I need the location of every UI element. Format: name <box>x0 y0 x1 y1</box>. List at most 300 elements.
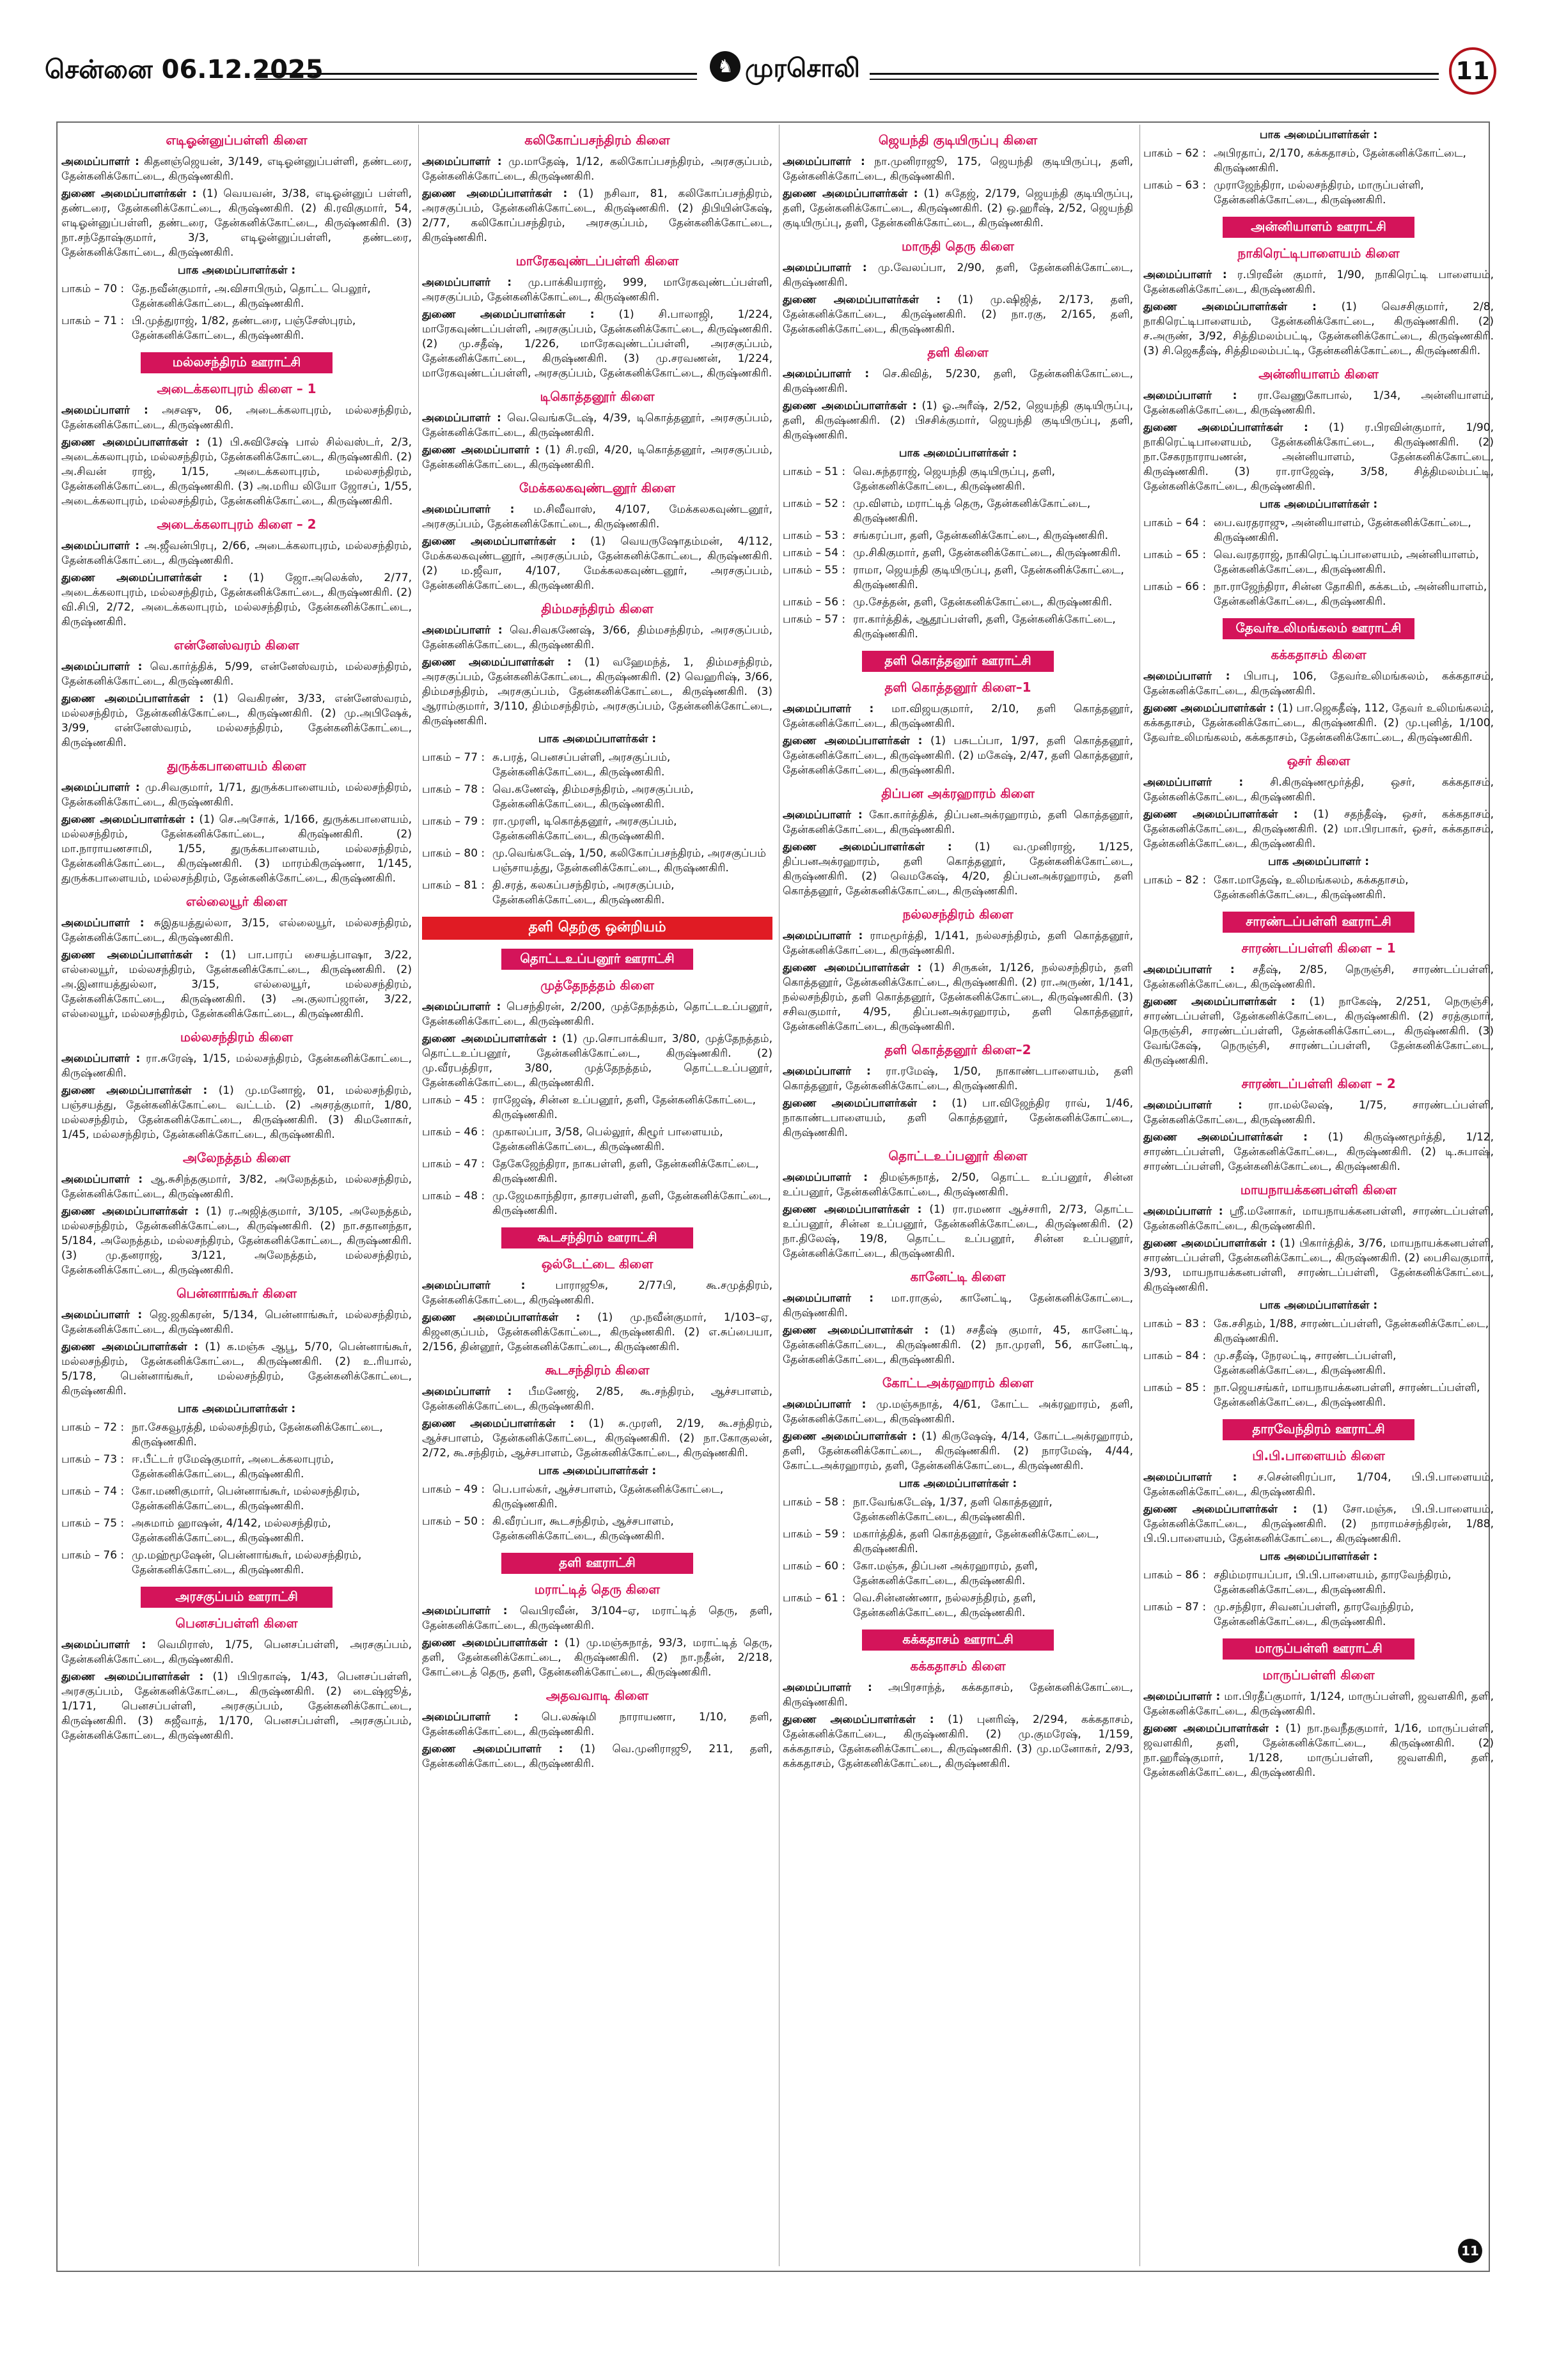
role-label: அமைப்பாளர் : <box>1143 670 1230 683</box>
role-label: அமைப்பாளர் : <box>422 1000 501 1013</box>
booth-entry <box>1143 1317 1494 1346</box>
role-label: துணை அமைப்பாளர்கள் : <box>1143 1722 1280 1735</box>
booth-text: அசுமாம் ஹாஷன், 4/142, மல்லசந்திரம், தேன்கனிக்கோட்டை, கிருஷ்ணகிரி. <box>132 1517 331 1544</box>
role-label: அமைப்பாளர் : <box>783 1171 868 1184</box>
role-label: துணை அமைப்பாளர்கள் : <box>61 1341 199 1353</box>
booth-entry <box>61 314 412 343</box>
role-label: அமைப்பாளர் : <box>783 155 865 168</box>
booth-number: பாகம் – 56 : <box>783 596 846 609</box>
role-label: துணை அமைப்பாளர்கள் : <box>422 308 595 321</box>
office-bearer-entry <box>1143 1204 1494 1234</box>
role-label: அமைப்பாளர் : <box>783 1681 872 1694</box>
role-label: துணை அமைப்பாளர்கள் : <box>1143 702 1274 715</box>
office-bearer-entry <box>422 187 772 245</box>
booth-entry <box>1143 873 1494 903</box>
booth-text: மு.சந்திரா, சிவனப்பள்ளி, தாரவேந்திரம், தேன்கனிக்கோட்டை, கிருஷ்ணகிரி. <box>1214 1601 1414 1628</box>
role-label: துணை அமைப்பாளர்கள் : <box>783 1713 934 1726</box>
booth-number: பாகம் – 48 : <box>422 1190 485 1202</box>
panchayat-banner: தாரவேந்திரம் ஊராட்சி <box>1223 1419 1414 1440</box>
booth-number: பாகம் – 75 : <box>61 1517 125 1530</box>
booth-number: பாகம் – 59 : <box>783 1528 846 1541</box>
branch-heading: மாருப்பள்ளி கிளை <box>1262 1667 1375 1683</box>
role-label: துணை அமைப்பாளர்கள் : <box>422 1637 559 1649</box>
panchayat-banner: தொட்டஉப்பனூர் ஊராட்சி <box>501 949 693 970</box>
subsection-label: பாக அமைப்பாளர்கள் : <box>538 733 657 745</box>
role-label: துணை அமைப்பாளர்கள் : <box>783 841 952 853</box>
role-label: அமைப்பாளர் : <box>1143 776 1244 789</box>
booth-text: தே.நவீன்குமார், அ.விசாபிரும், தொட்ட பெலூர், தேன்கனிக்கோட்டை, கிருஷ்ணகிரி. <box>132 283 371 310</box>
booth-entry <box>422 1189 772 1218</box>
subsection-label: பாக அமைப்பாளர்கள் : <box>898 1477 1017 1490</box>
role-label: அமைப்பாளர் : <box>422 1385 512 1398</box>
office-bearer-entry <box>422 534 772 593</box>
office-bearer-entry <box>1143 1502 1494 1546</box>
booth-text: கே.சசிதம், 1/88, சாரண்டப்பள்ளி, தேன்கனிக்கோட்டை, கிருஷ்ணகிரி. <box>1214 1318 1489 1345</box>
booth-number: பாகம் – 63 : <box>1143 179 1207 192</box>
edition-date: சென்னை 06.12.2025 <box>45 55 324 84</box>
booth-entry <box>61 282 412 311</box>
booth-text: முகாலப்பா, 3/58, பெல்லூர், கிழூர் பாளையம், தேன்கனிக்கோட்டை, கிருஷ்ணகிரி. <box>492 1126 723 1153</box>
booth-number: பாகம் – 62 : <box>1143 147 1207 160</box>
role-label: துணை அமைப்பாளர்கள் : <box>783 187 918 200</box>
entry-text: ரா.வேணுகோபால், 1/34, அன்னியாளம், தேன்கனிக்கோட்டை, கிருஷ்ணகிரி. <box>1143 389 1494 417</box>
booth-text: மு.விளம், மராட்டித் தெரு, தேன்கனிக்கோட்டை, கிருஷ்ணகிரி. <box>853 497 1091 525</box>
role-label: அமைப்பாளர் : <box>61 1638 146 1651</box>
branch-heading: மாரேகவுண்டப்பள்ளி கிளை <box>515 253 679 268</box>
entry-text: பெ.லக்ஷ்மி நாராயணா, 1/10, தளி, தேன்கனிக்கோட்டை, கிருஷ்ணகிரி. <box>422 1711 772 1738</box>
role-label: அமைப்பாளர் : <box>1143 389 1237 402</box>
office-bearer-entry <box>1143 389 1494 418</box>
entry-text: (1) பி.சுவிசேஷ் பால் சில்வஸ்டர், 2/3, அடைக்கலாபுரம், மல்லசந்திரம், தேன்கனிக்கோட்டை, கிருஷ்ணகிரி. (2) அ.சிவன் ராஜ், 1/15, அடைக்கலாபுரம், மல்லசந்திரம், தேன்கனிக்கோட்டை, கிருஷ்ணகிரி. (3) அ.மரிய லியோ ஜோசப், 1/55, அடைக்கலாபுரம், மல்லசந்திரம், தேன்கனிக்கோட்டை, கிருஷ்ணகிரி. <box>61 436 412 508</box>
booth-text: மு.சதீஷ், நேரலட்டி, சாரண்டப்பள்ளி, தேன்கனிக்கோட்டை, கிருஷ்ணகிரி. <box>1214 1349 1397 1377</box>
entry-text: வெ.கார்த்திக், 5/99, என்னேஸ்வரம், மல்லசந்திரம், தேன்கனிக்கோட்டை, கிருஷ்ணகிரி. <box>61 660 412 688</box>
booth-entry <box>783 563 1133 593</box>
entry-text: சுஇதயத்துல்லா, 3/15, எல்லையூர், மல்லசந்திரம், தேன்கனிக்கோட்டை, கிருஷ்ணகிரி. <box>61 917 412 944</box>
role-label: துணை அமைப்பாளர்கள் : <box>1143 995 1296 1008</box>
branch-heading: அன்னியாளம் கிளை <box>1258 366 1379 382</box>
role-label: துணை அமைப்பாளர்கள் : <box>61 1084 208 1097</box>
booth-entry <box>783 1591 1133 1621</box>
booth-number: பாகம் – 61 : <box>783 1592 846 1605</box>
page-number-badge: 11 <box>1449 47 1496 95</box>
office-bearer-entry <box>422 1636 772 1680</box>
office-bearer-entry <box>422 1604 772 1633</box>
booth-number: பாகம் – 64 : <box>1143 517 1207 529</box>
booth-number: பாகம் – 83 : <box>1143 1318 1207 1330</box>
office-bearer-entry <box>783 399 1133 443</box>
entry-text: வெமிராஸ், 1/75, பெனசப்பள்ளி, அரசகுப்பம், தேன்கனிக்கோட்டை, கிருஷ்ணகிரி. <box>61 1638 412 1666</box>
booth-number: பாகம் – 76 : <box>61 1549 125 1562</box>
role-label: அமைப்பாளர் : <box>1143 1099 1242 1112</box>
booth-entry <box>783 497 1133 526</box>
booth-entry <box>783 465 1133 494</box>
office-bearer-entry <box>422 276 772 305</box>
office-bearer-entry <box>783 1323 1133 1367</box>
entry-text: (1) செ.அசோக், 1/166, துருக்கபாளையம், மல்லசந்திரம், தேன்கனிக்கோட்டை, கிருஷ்ணகிரி. (2) மா.நாராயணசாமி, 1/55, துருக்கபாளையம், மல்லசந்திரம், தேன்கனிக்கோட்டை, கிருஷ்ணகிரி. (3) மாரம்கிருஷ்ணா, 1/145, துருக்கபாளையம், மல்லசந்திரம், தேன்கனிக்கோட்டை, கிருஷ்ணகிரி. <box>61 813 412 885</box>
branch-heading: தளி கொத்தனூர் கிளை–1 <box>884 680 1031 695</box>
role-label: துணை அமைப்பாளர்கள் : <box>61 813 195 826</box>
office-bearer-entry <box>422 1311 772 1355</box>
role-label: துணை அமைப்பாளர்கள் : <box>61 949 209 961</box>
role-label: துணை அமைப்பாளர்கள் : <box>783 1324 929 1337</box>
entry-text: சி.கிருஷ்ணமூர்த்தி, ஒசர், கக்கதாசம், தேன்கனிக்கோட்டை, கிருஷ்ணகிரி. <box>1143 776 1494 804</box>
entry-text: (1) மு.நவீன்குமார், 1/103–ஏ, கிஜனகுப்பம், தேன்கனிக்கோட்டை, கிருஷ்ணகிரி. (2) எ.சுப்பையா, 2/156, தின்னூர், தேன்கனிக்கோட்டை, கிருஷ்ணகிரி. <box>422 1311 772 1353</box>
role-label: அமைப்பாளர் : <box>61 540 140 552</box>
booth-number: பாகம் – 53 : <box>783 529 846 542</box>
entry-text: ரா.சுரேஷ், 1/15, மல்லசந்திரம், தேன்கனிக்கோட்டை, கிருஷ்ணகிரி. <box>61 1052 412 1080</box>
entry-text: மு.பாக்கியராஜ், 999, மாரேகவுண்டப்பள்ளி, அரசகுப்பம், தேன்கனிக்கோட்டை, கிருஷ்ணகிரி. <box>422 276 772 304</box>
office-bearer-entry <box>1143 300 1494 359</box>
booth-entry <box>1143 146 1494 176</box>
panchayat-banner: சாரண்டப்பள்ளி ஊராட்சி <box>1223 912 1414 933</box>
office-bearer-entry <box>1143 1722 1494 1780</box>
booth-text: நா.ஜெயசங்கர், மாயநாயக்கனபள்ளி, சாரண்டப்பள்ளி, தேன்கனிக்கோட்டை, கிருஷ்ணகிரி. <box>1214 1381 1480 1409</box>
role-label: துணை அமைப்பாளர்கள் : <box>1143 300 1317 313</box>
booth-number: பாகம் – 70 : <box>61 283 125 295</box>
branch-heading: அடைக்கலாபுரம் கிளை – 2 <box>157 517 317 532</box>
branch-heading: கக்கதாசம் கிளை <box>1271 647 1367 662</box>
booth-entry <box>1143 516 1494 545</box>
booth-text: ராமா, ஜெயந்தி குடியிருப்பு, தளி, தேன்கனிக்கோட்டை, கிருஷ்ணகிரி. <box>853 564 1124 591</box>
entry-text: (1) சு.முரளி, 2/19, கூ.சந்திரம், ஆச்சபாளம், தேன்கனிக்கோட்டை, கிருஷ்ணகிரி. (2) நா.கோகுலன், 2/72, கூ.சந்திரம், ஆச்சபாளம், தேன்கனிக்கோட்டை, கிருஷ்ணகிரி. <box>422 1417 772 1459</box>
booth-number: பாகம் – 77 : <box>422 751 485 764</box>
role-label: அமைப்பாளர் : <box>61 660 143 673</box>
entry-text: மா.பிரதீப்குமார், 1/124, மாருப்பள்ளி, ஜவளகிரி, தளி, தேன்கனிக்கோட்டை, கிருஷ்ணகிரி. <box>1143 1690 1494 1718</box>
booth-number: பாகம் – 79 : <box>422 815 485 828</box>
role-label: துணை அமைப்பாளர்கள் : <box>783 400 917 412</box>
booth-number: பாகம் – 65 : <box>1143 548 1207 561</box>
office-bearer-entry <box>783 734 1133 778</box>
branch-heading: அதவவாடி கிளை <box>545 1688 649 1703</box>
masthead-rule-right <box>870 73 1439 80</box>
booth-number: பாகம் – 47 : <box>422 1158 485 1171</box>
booth-number: பாகம் – 66 : <box>1143 580 1207 593</box>
branch-heading: கோட்டஅக்ரஹாரம் கிளை <box>882 1375 1034 1390</box>
role-label: அமைப்பாளர் : <box>1143 1690 1221 1703</box>
entry-text: அ.ஜீவன்பிரபு, 2/66, அடைக்கலாபுரம், மல்லசந்திரம், தேன்கனிக்கோட்டை, கிருஷ்ணகிரி. <box>61 540 412 567</box>
booth-number: பாகம் – 72 : <box>61 1421 125 1434</box>
branch-heading: கானேட்டி கிளை <box>910 1269 1006 1284</box>
booth-text: கி.வீரப்பா, கூடசந்திரம், ஆச்சபாளம், தேன்கனிக்கோட்டை, கிருஷ்ணகிரி. <box>492 1515 674 1543</box>
masthead-rule-left <box>256 73 697 80</box>
role-label: துணை அமைப்பாளர்கள் : <box>422 656 572 669</box>
role-label: துணை அமைப்பாளர்கள் : <box>1143 1131 1308 1144</box>
entry-text: (1) வ.முனிராஜ், 1/125, திப்பனஅக்ரஹாரம், தளி கொத்தனூர், தேன்கனிக்கோட்டை, கிருஷ்ணகிரி. (2) வெமகேஷ், 4/20, திப்பனஅக்ரஹாரம், தளி கொத்தனூர், தேன்கனிக்கோட்டை, கிருஷ்ணகிரி. <box>783 841 1133 898</box>
branch-heading: எல்லையூர் கிளை <box>185 894 288 909</box>
role-label: அமைப்பாளர் : <box>783 703 874 715</box>
entry-text: ராமமூர்த்தி, 1/141, நல்லசந்திரம், தளி கொத்தனூர், தேன்கனிக்கோட்டை, கிருஷ்ணகிரி. <box>783 929 1133 957</box>
panchayat-banner: தளி தெற்கு ஒன்றியம் <box>422 917 772 940</box>
entry-text: கிதனஞ்ஜெயன், 3/149, எடிஓன்னுப்பள்ளி, தண்டரை, தேன்கனிக்கோட்டை, கிருஷ்ணகிரி. <box>61 155 412 183</box>
branch-heading: என்னேஸ்வரம் கிளை <box>174 637 299 653</box>
role-label: அமைப்பாளர் : <box>783 1398 866 1411</box>
office-bearer-entry <box>422 1032 772 1091</box>
entry-text: (1) க.மஞ்சு ஆபூ, 5/70, பென்னாங்கூர், மல்லசந்திரம், தேன்கனிக்கோட்டை, கிருஷ்ணகிரி. (2) உ.ரியால், 5/178, பென்னாங்கூர், மல்லசந்திரம், தேன்கனிக்கோட்டை, கிருஷ்ணகிரி. <box>61 1341 412 1397</box>
role-label: துணை அமைப்பாளர் : <box>422 444 540 456</box>
panchayat-banner: கூடசந்திரம் ஊராட்சி <box>501 1227 693 1248</box>
booth-number: பாகம் – 50 : <box>422 1515 485 1528</box>
entry-text: மா.விஜயகுமார், 2/10, தளி கொத்தனூர், தேன்கனிக்கோட்டை, கிருஷ்ணகிரி. <box>783 703 1133 730</box>
entry-text: மு.வேலப்பா, 2/90, தளி, தேன்கனிக்கோட்டை, கிருஷ்ணகிரி. <box>783 261 1133 289</box>
role-label: அமைப்பாளர் : <box>1143 963 1235 976</box>
branch-heading: நாகிரெட்டிபாளையம் கிளை <box>1237 245 1400 261</box>
booth-text: மு.வெங்கடேஷ், 1/50, கலிகோப்பசந்திரம், அரசகுப்பம் பஞ்சாயத்து, தேன்கனிக்கோட்டை, கிருஷ்ணகிரி. <box>492 847 766 875</box>
entry-text: (1) மு.ஷிஜித், 2/173, தளி, தேன்கனிக்கோட்டை, கிருஷ்ணகிரி. (2) நா.ரகு, 2/165, தளி, தேன்கனிக்கோட்டை, கிருஷ்ணகிரி. <box>783 293 1133 336</box>
subsection-label: பாக அமைப்பாளர்கள் : <box>1259 1550 1378 1563</box>
role-label: அமைப்பாளர் : <box>422 155 502 168</box>
entry-text: (1) சுதேஜ், 2/179, ஜெயந்தி குடியிருப்பு, தளி, தேன்கனிக்கோட்டை, கிருஷ்ணகிரி. (2) ஒ.ஹரீஷ், 2/52, ஜெயந்தி குடியிருப்பு, தளி, தேன்கனிக்கோட்டை, கிருஷ்ணகிரி. <box>783 187 1133 229</box>
role-label: அமைப்பாளர் : <box>61 155 139 168</box>
role-label: துணை அமைப்பாளர்கள் : <box>783 1430 917 1443</box>
office-bearer-entry <box>1143 1130 1494 1174</box>
branch-heading: கூடசந்திரம் கிளை <box>545 1362 650 1378</box>
entry-text: (1) வெகிரண், 3/33, என்னேஸ்வரம், மல்லசந்திரம், தேன்கனிக்கோட்டை, கிருஷ்ணகிரி. (2) மு.அபிஷேக், 3/99, என்னேஸ்வரம், மல்லசந்திரம், தேன்கனிக்கோட்டை, கிருஷ்ணகிரி. <box>61 692 412 749</box>
entry-text: (1) கிருஷ்ணமூர்த்தி, 1/12, சாரண்டப்பள்ளி, தேன்கனிக்கோட்டை, கிருஷ்ணகிரி. (2) டி.சுபாஷ், சாரண்டப்பள்ளி, தேன்கனிக்கோட்டை, கிருஷ்ணகிரி. <box>1143 1131 1494 1173</box>
booth-text: வெ.சின்னண்ணா, நல்லசந்திரம், தளி, தேன்கனிக்கோட்டை, கிருஷ்ணகிரி. <box>853 1592 1037 1619</box>
office-bearer-entry <box>61 187 412 260</box>
role-label: அமைப்பாளர் : <box>422 276 512 289</box>
booth-number: பாகம் – 45 : <box>422 1094 485 1107</box>
office-bearer-entry <box>422 155 772 184</box>
booth-entry <box>783 529 1133 543</box>
role-label: அமைப்பாளர் : <box>422 1279 526 1292</box>
role-label: துணை அமைப்பாளர்கள் : <box>61 1670 204 1683</box>
office-bearer-entry <box>61 539 412 568</box>
booth-entry <box>422 751 772 780</box>
column-4 <box>1143 125 1494 2266</box>
branch-heading: தளி கிளை <box>927 345 989 360</box>
booth-entry <box>422 1514 772 1544</box>
entry-text: வெ.வெங்கடேஷ், 4/39, டிகொத்தனூர், அரசகுப்பம், தேன்கனிக்கோட்டை, கிருஷ்ணகிரி. <box>422 412 772 439</box>
role-label: துணை அமைப்பாளர்கள் : <box>783 293 941 306</box>
branch-heading: நல்லசந்திரம் கிளை <box>902 906 1014 922</box>
office-bearer-entry <box>1143 421 1494 494</box>
entry-text: ச.சென்னிரப்பா, 1/704, பி.பி.பாளையம், தேன்கனிக்கோட்டை, கிருஷ்ணகிரி. <box>1143 1471 1494 1498</box>
booth-text: ஈ.பீட்டர் ரமேஷ்குமார், அடைக்கலாபுரம், தேன்கனிக்கோட்டை, கிருஷ்ணகிரி. <box>132 1453 334 1481</box>
subsection-label: பாக அமைப்பாளர்கள் : <box>177 1403 296 1415</box>
panchayat-banner: அன்னியாளம் ஊராட்சி <box>1223 217 1414 238</box>
office-bearer-entry <box>422 502 772 532</box>
entry-text: பாராஜூசு, 2/77பி, கூ.சமுத்திரம், தேன்கனிக்கோட்டை, கிருஷ்ணகிரி. <box>422 1279 772 1307</box>
entry-text: மு.சிவகுமார், 1/71, துருக்கபாளையம், மல்லசந்திரம், தேன்கனிக்கோட்டை, கிருஷ்ணகிரி. <box>61 781 412 809</box>
entry-text: (1) வஹேமந்த், 1, திம்மசந்திரம், அரசகுப்பம், தேன்கனிக்கோட்டை, கிருஷ்ணகிரி. (2) வெஹரிஷ், 3/66, திம்மசந்திரம், அரசகுப்பம், தேன்கனிக்கோட்டை, கிருஷ்ணகிரி. (3) ஆராம்குமார், 3/110, திம்மசந்திரம், அரசகுப்பம், தேன்கனிக்கோட்டை, கிருஷ்ணகிரி. <box>422 656 772 727</box>
entry-text: (1) பா.பாரப் சையத்பாஷா, 3/22, எல்லையூர், மல்லசந்திரம், தேன்கனிக்கோட்டை, கிருஷ்ணகிரி. (2) அ.இனாயத்துல்லா, 3/15, எல்லையூர், மல்லசந்திரம், தேன்கனிக்கோட்டை, கிருஷ்ணகிரி. (3) அ.குலாப்ஜான், 3/22, எல்லையூர், மல்லசந்திரம், தேன்கனிக்கோட்டை, கிருஷ்ணகிரி. <box>61 949 412 1020</box>
role-label: துணை அமைப்பாளர்கள் : <box>422 1417 575 1430</box>
role-label: அமைப்பாளர் : <box>1143 1205 1223 1218</box>
entry-text: ஆ.சுசிந்தகுமார், 3/82, அலேநத்தம், மல்லசந்திரம், தேன்கனிக்கோட்டை, கிருஷ்ணகிரி. <box>61 1173 412 1201</box>
branch-heading: ஜெயந்தி குடியிருப்பு கிளை <box>878 132 1038 148</box>
booth-text: வெ.சுந்தராஜ், ஜெயந்தி குடியிருப்பு, தளி, தேன்கனிக்கோட்டை, கிருஷ்ணகிரி. <box>853 465 1055 493</box>
entry-text: (1) வெயவன், 3/38, எடிஓன்னுப் பள்ளி, தண்டரை, தேன்கனிக்கோட்டை, கிருஷ்ணகிரி. (2) கி.ரவிகுமார், 54, எடிஓன்னுப்பள்ளி, தண்டரை, தேன்கனிக்கோட்டை, கிருஷ்ணகிரி. (3) நா.சந்தோஷ்குமார், 3/3, எடிஓன்னுப்பள்ளி, தண்டரை, தேன்கனிக்கோட்டை, கிருஷ்ணகிரி. <box>61 187 412 259</box>
booth-text: மு.சிகிகுமார், தளி, தேன்கனிக்கோட்டை, கிருஷ்ணகிரி. <box>853 547 1121 559</box>
branch-heading: சாரண்டப்பள்ளி கிளை – 2 <box>1241 1076 1396 1091</box>
booth-entry <box>783 1495 1133 1525</box>
branch-heading: தொட்டஉப்பனூர் கிளை <box>888 1148 1028 1163</box>
role-label: அமைப்பாளர் : <box>783 1065 871 1078</box>
role-label: துணை அமைப்பாளர்கள் : <box>1143 1503 1297 1516</box>
entry-text: திமஞ்சுநாத், 2/50, தொட்ட உப்பனூர், சின்ன உப்பனூர், தேன்கனிக்கோட்டை, கிருஷ்ணகிரி. <box>783 1171 1133 1199</box>
entry-text: (1) ர.அஜித்குமார், 3/105, அலேநத்தம், மல்லசந்திரம், தேன்கனிக்கோட்டை, கிருஷ்ணகிரி. (2) நா.சதானந்தா, 5/184, அலேநத்தம், மல்லசந்திரம், தேன்கனிக்கோட்டை, கிருஷ்ணகிரி. (3) மு.தனராஜ், 3/121, அலேநத்தம், மல்லசந்திரம், தேன்கனிக்கோட்டை, கிருஷ்ணகிரி. <box>61 1205 412 1277</box>
booth-number: பாகம் – 71 : <box>61 315 125 327</box>
branch-heading: கக்கதாசம் கிளை <box>910 1658 1006 1674</box>
office-bearer-entry <box>422 655 772 729</box>
entry-text: பீமணேஜ், 2/85, கூ.சந்திரம், ஆச்சபாளம், தேன்கனிக்கோட்டை, கிருஷ்ணகிரி. <box>422 1385 772 1413</box>
role-label: துணை அமைப்பாளர்கள் : <box>61 436 200 449</box>
booth-text: வெ.கணேஷ், திம்மசந்திரம், அரசகுப்பம், தேன்கனிக்கோட்டை, கிருஷ்ணகிரி. <box>492 783 694 811</box>
role-label: துணை அமைப்பாளர்கள் : <box>422 1311 581 1324</box>
booth-text: பி.முத்துராஜ், 1/82, தண்டரை, பஞ்சேஸ்புரம், தேன்கனிக்கோட்டை, கிருஷ்ணகிரி. <box>132 315 356 342</box>
booth-text: சங்கரப்பா, தளி, தேன்கனிக்கோட்டை, கிருஷ்ணகிரி. <box>853 529 1109 542</box>
booth-entry <box>422 782 772 812</box>
office-bearer-entry <box>61 1084 412 1142</box>
office-bearer-entry <box>61 1308 412 1337</box>
branch-heading: பெனசப்பள்ளி கிளை <box>175 1615 298 1631</box>
booth-number: பாகம் – 51 : <box>783 465 846 478</box>
role-label: அமைப்பாளர் : <box>61 781 140 794</box>
entry-text: ஜெ.ஜகிகரன், 5/134, பென்னாங்கூர், மல்லசந்திரம், தேன்கனிக்கோட்டை, கிருஷ்ணகிரி. <box>61 1309 412 1336</box>
entry-text: ரா.ரமேஷ், 1/50, நாகாண்டபாளையம், தளி கொத்தனூர், தேன்கனிக்கோட்டை, கிருஷ்ணகிரி. <box>783 1065 1133 1093</box>
booth-entry <box>422 1482 772 1512</box>
office-bearer-entry <box>422 623 772 653</box>
office-bearer-entry <box>1143 963 1494 992</box>
booth-entry <box>783 612 1133 642</box>
panchayat-banner: அரசகுப்பம் ஊராட்சி <box>141 1587 333 1608</box>
booth-entry <box>61 1420 412 1450</box>
branch-heading: மல்லசந்திரம் கிளை <box>180 1029 294 1045</box>
entry-text: ர.பிரவீன் குமார், 1/90, நாகிரெட்டி பாளையம், தேன்கனிக்கோட்டை, கிருஷ்ணகிரி. <box>1143 268 1494 296</box>
entry-text: சதீஷ், 2/85, நெருஞ்சி, சாரண்டப்பள்ளி, தேன்கனிக்கோட்டை, கிருஷ்ணகிரி. <box>1143 963 1494 991</box>
office-bearer-entry <box>422 1417 772 1461</box>
booth-number: பாகம் – 49 : <box>422 1483 485 1496</box>
office-bearer-entry <box>422 443 772 472</box>
booth-text: ரா.கார்த்திக், ஆதூப்பள்ளி, தளி, தேன்கனிக்கோட்டை, கிருஷ்ணகிரி. <box>853 613 1116 641</box>
role-label: துணை அமைப்பாளர்கள் : <box>1143 421 1308 434</box>
entry-text: (1) சி.பாலாஜி, 1/224, மாரேகவுண்டப்பள்ளி, அரசகுப்பம், தேன்கனிக்கோட்டை, கிருஷ்ணகிரி. (2) மு.சதீஷ், 1/226, மாரேகவுண்டப்பள்ளி, அரசகுப்பம், தேன்கனிக்கோட்டை, கிருஷ்ணகிரி. (3) மு.சரவணன், 1/224, மாரேகவுண்டப்பள்ளி, அரசகுப்பம், தேன்கனிக்கோட்டை, கிருஷ்ணகிரி. <box>422 308 772 380</box>
role-label: துணை அமைப்பாளர்கள் : <box>1143 808 1298 821</box>
booth-entry <box>783 1527 1133 1557</box>
elephant-logo-icon: ♞ <box>710 51 740 82</box>
branch-heading: திம்மசந்திரம் கிளை <box>541 601 654 616</box>
subsection-label: பாக அமைப்பாளர்கள் : <box>1259 1299 1378 1312</box>
office-bearer-entry <box>61 571 412 630</box>
entry-text: அசஷு, 06, அடைக்கலாபுரம், மல்லசந்திரம், தேன்கனிக்கோட்டை, கிருஷ்ணகிரி. <box>61 404 412 432</box>
office-bearer-entry <box>1143 1236 1494 1295</box>
panchayat-banner: தளி கொத்தனூர் ஊராட்சி <box>862 651 1054 672</box>
role-label: துணை அமைப்பாளர்கள் : <box>783 1203 922 1216</box>
entry-text: செ.கிவித், 5/230, தளி, தேன்கனிக்கோட்டை, கிருஷ்ணகிரி. <box>783 368 1133 395</box>
office-bearer-entry <box>783 187 1133 231</box>
subsection-label: பாக அமைப்பாளர் : <box>1267 855 1370 868</box>
office-bearer-entry <box>783 1171 1133 1200</box>
office-bearer-entry <box>783 1096 1133 1140</box>
booth-text: கோ.மஞ்சு, திப்பன அக்ரஹாரம், தளி, தேன்கனிக்கோட்டை, கிருஷ்ணகிரி. <box>853 1560 1038 1587</box>
entry-text: பெசந்திரன், 2/200, முத்தேநத்தம், தொட்டஉப்பனூர், தேன்கனிக்கோட்டை, கிருஷ்ணகிரி. <box>422 1000 772 1028</box>
entry-text: (1) பசுடப்பா, 1/97, தளி கொத்தனூர், தேன்கனிக்கோட்டை, கிருஷ்ணகிரி. (2) மகேஷ், 2/47, தளி கொத்தனூர், தேன்கனிக்கோட்டை, கிருஷ்ணகிரி. <box>783 735 1133 777</box>
entry-text: (1) ஓ.அரீஷ், 2/52, ஜெயந்தி குடியிருப்பு, தளி, கிருஷ்ணகிரி. (2) பிசசிக்குமார், ஜெயந்தி குடியிருப்பு, தளி, கிருஷ்ணகிரி. <box>783 400 1133 442</box>
role-label: துணை அமைப்பாளர்கள் : <box>422 1032 557 1045</box>
booth-text: தி.சரத், கலகப்பசந்திரம், அரசகுப்பம், தேன்கனிக்கோட்டை, கிருஷ்ணகிரி. <box>492 879 675 906</box>
entry-text: (1) சதந்தீஷ், ஒசர், கக்கதாசம், தேன்கனிக்கோட்டை, கிருஷ்ணகிரி. (2) மா.பிரபாகர், ஒசர், கக்கதாசம், தேன்கனிக்கோட்டை, கிருஷ்ணகிரி. <box>1143 808 1494 850</box>
office-bearer-entry <box>61 781 412 810</box>
entry-text: மா.ராகுல், கானேட்டி, தேன்கனிக்கோட்டை, கிருஷ்ணகிரி. <box>783 1292 1133 1319</box>
panchayat-banner: மாருப்பள்ளி ஊராட்சி <box>1223 1638 1414 1660</box>
booth-number: பாகம் – 46 : <box>422 1126 485 1139</box>
office-bearer-entry <box>61 1638 412 1667</box>
booth-number: பாகம் – 86 : <box>1143 1569 1207 1582</box>
entry-text: (1) வெயருஷோதம்மன், 4/112, மேக்கலகவுண்டனூர், அரசகுப்பம், தேன்கனிக்கோட்டை, கிருஷ்ணகிரி. (2) ம.ஜீவா, 4/107, மேக்கலகவுண்டனூர், அரசகுப்பம், தேன்கனிக்கோட்டை, கிருஷ்ணகிரி. <box>422 535 772 592</box>
entry-text: மு.மஞ்சுநாத், 4/61, கோட்ட அக்ரஹாரம், தளி, தேன்கனிக்கோட்டை, கிருஷ்ணகிரி. <box>783 1398 1133 1426</box>
booth-number: பாகம் – 60 : <box>783 1560 846 1573</box>
booth-number: பாகம் – 55 : <box>783 564 846 577</box>
entry-text: (1) பா.ஜெகதீஷ், 112, தேவர் உலிமங்கலம், கக்கதாசம், தேன்கனிக்கோட்டை, கிருஷ்ணகிரி. (2) மு.புனித், 1/100, தேவர்உலிமங்கலம், கக்கதாசம், தேன்கனிக்கோட்டை, கிருஷ்ணகிரி. <box>1143 702 1494 744</box>
column-3 <box>783 125 1133 2266</box>
entry-text: (1) மு.சொபாக்கியா, 3/80, முத்தேநத்தம், தொட்டஉப்பனூர், தேன்கனிக்கோட்டை, கிருஷ்ணகிரி. (2) மு.வீரபத்திரா, 3/80, முத்தேநத்தம், தொட்டஉப்பனூர், தேன்கனிக்கோட்டை, கிருஷ்ணகிரி. <box>422 1032 772 1089</box>
role-label: அமைப்பாளர் : <box>422 624 503 637</box>
office-bearer-entry <box>1143 1690 1494 1719</box>
entry-text: (1) கிருஷேஷ், 4/14, கோட்டஅக்ரஹாரம், தளி, தேன்கனிக்கோட்டை, கிருஷ்ணகிரி. (2) நாரமேஷ், 4/44, கோட்டஅக்ரஹாரம், தளி, தேன்கனிக்கோட்டை, கிருஷ்ணகிரி. <box>783 1430 1133 1472</box>
office-bearer-entry <box>422 307 772 381</box>
branch-heading: ஒல்டேட்டை கிளை <box>541 1256 654 1272</box>
role-label: அமைப்பாளர் : <box>61 404 148 417</box>
entry-text: (1) நசிவா, 81, கலிகோப்பசந்திரம், அரசகுப்பம், தேன்கனிக்கோட்டை, கிருஷ்ணகிரி. (2) திபியின்கேஷ், 2/77, கலிகோப்பசந்திரம், அரசகுப்பம், தேன்கனிக்கோட்டை, கிருஷ்ணகிரி. <box>422 187 772 244</box>
office-bearer-entry <box>61 1052 412 1081</box>
branch-heading: கலிகோப்பசந்திரம் கிளை <box>524 132 670 148</box>
office-bearer-entry <box>783 1429 1133 1474</box>
branch-heading: முத்தேநத்தம் கிளை <box>540 977 654 993</box>
subsection-label: பாக அமைப்பாளர்கள் : <box>177 264 296 277</box>
office-bearer-entry <box>1143 807 1494 852</box>
booth-number: பாகம் – 81 : <box>422 879 485 892</box>
entry-text: (1) புனரிஷ், 2/294, கக்கதாசம், தேன்கனிக்கோட்டை, கிருஷ்ணகிரி. (2) மு.குமரேஷ், 1/159, கக்கதாசம், தேன்கனிக்கோட்டை, கிருஷ்ணகிரி. (3) மு.மனோகர், 2/93, கக்கதாசம், தேன்கனிக்கோட்டை, கிருஷ்ணகிரி. <box>783 1713 1133 1770</box>
booth-entry <box>1143 1600 1494 1629</box>
booth-text: பெ.பால்கர், ஆச்சபாளம், தேன்கனிக்கோட்டை, கிருஷ்ணகிரி. <box>492 1483 724 1511</box>
entry-text: (1) சசதீஷ் குமார், 45, கானேட்டி, தேன்கனிக்கோட்டை, கிருஷ்ணகிரி. (2) நா.முரளி, 56, கானேட்டி, தேன்கனிக்கோட்டை, கிருஷ்ணகிரி. <box>783 1324 1133 1366</box>
role-label: அமைப்பாளர் : <box>61 917 145 929</box>
office-bearer-entry <box>783 1064 1133 1094</box>
branch-heading: அலேநத்தம் கிளை <box>182 1150 291 1165</box>
booth-number: பாகம் – 78 : <box>422 783 485 796</box>
office-bearer-entry <box>61 692 412 751</box>
role-label: அமைப்பாளர் : <box>61 1052 141 1065</box>
role-label: துணை அமைப்பாளர்கள் : <box>783 961 922 974</box>
booth-entry <box>1143 178 1494 208</box>
office-bearer-entry <box>783 1291 1133 1321</box>
booth-entry <box>422 814 772 844</box>
booth-entry <box>422 1125 772 1155</box>
masthead <box>45 51 1494 96</box>
branch-heading: மேக்கலகவுண்டனூர் கிளை <box>519 480 676 495</box>
role-label: துணை அமைப்பாளர் : <box>422 1743 563 1755</box>
entry-text: ரா.மல்லேஷ், 1/75, சாரண்டப்பள்ளி, தேன்கனிக்கோட்டை, கிருஷ்ணகிரி. <box>1143 1099 1494 1126</box>
entry-text: வெ.சிவகணேஷ், 3/66, திம்மசந்திரம், அரசகுப்பம், தேன்கனிக்கோட்டை, கிருஷ்ணகிரி. <box>422 624 772 651</box>
booth-number: பாகம் – 85 : <box>1143 1381 1207 1394</box>
role-label: துணை அமைப்பாளர்கள் : <box>422 187 568 200</box>
role-label: அமைப்பாளர் : <box>783 261 867 274</box>
office-bearer-entry <box>61 435 412 509</box>
booth-text: ரா.முரளி, டிகொத்தனூர், அரசகுப்பம், தேன்கனிக்கோட்டை, கிருஷ்ணகிரி. <box>492 815 677 843</box>
role-label: அமைப்பாளர் : <box>783 809 863 821</box>
entry-text: வெபிரவீன், 3/104–ஏ, மராட்டித் தெரு, தளி, தேன்கனிக்கோட்டை, கிருஷ்ணகிரி. <box>422 1605 772 1632</box>
role-label: அமைப்பாளர் : <box>783 1292 874 1305</box>
booth-entry <box>1143 548 1494 577</box>
office-bearer-entry <box>783 1202 1133 1261</box>
booth-text: மகார்த்திக், தளி கொத்தனூர், தேன்கனிக்கோட்டை, கிருஷ்ணகிரி. <box>853 1528 1099 1555</box>
role-label: அமைப்பாளர் : <box>783 929 863 942</box>
role-label: அமைப்பாளர் : <box>422 412 501 424</box>
role-label: அமைப்பாளர் : <box>422 1711 519 1723</box>
role-label: அமைப்பாளர் : <box>61 1309 143 1321</box>
booth-entry <box>1143 1568 1494 1598</box>
